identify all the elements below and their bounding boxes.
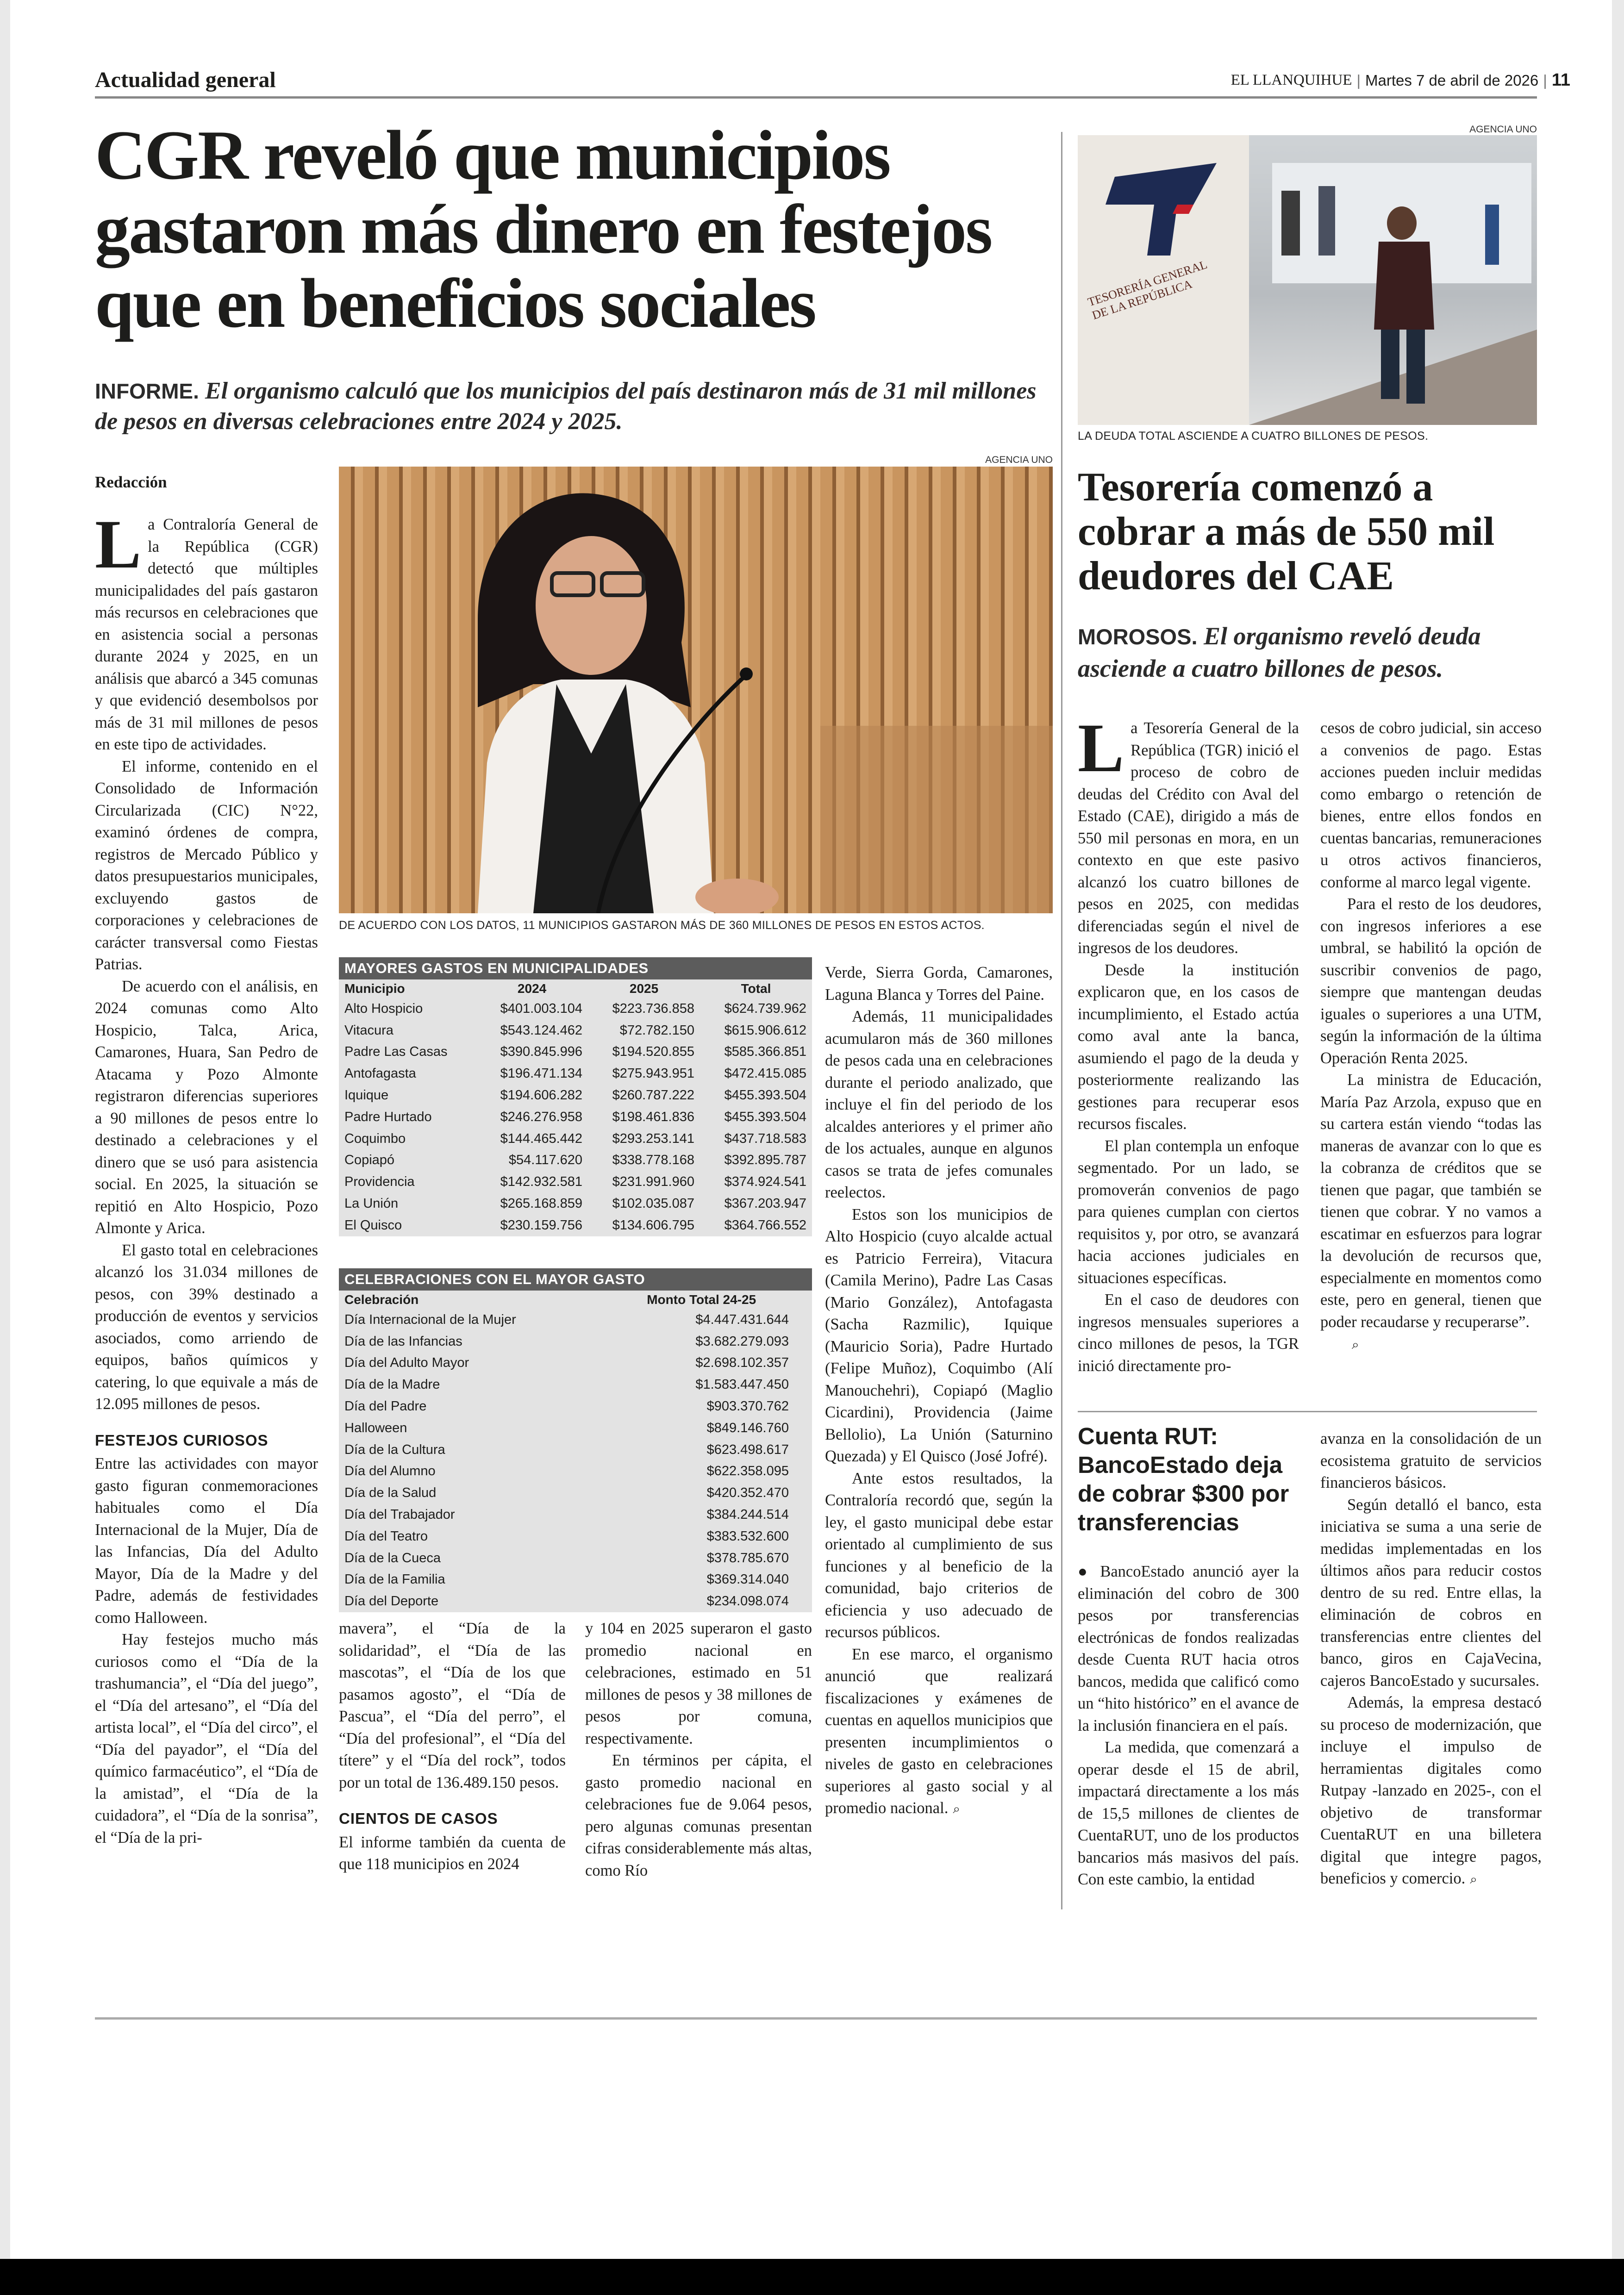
folio: EL LLANQUIHUE | Martes 7 de abril de 2026 | 11	[1230, 70, 1570, 90]
table-row	[339, 1417, 812, 1439]
table-header-row	[339, 1291, 812, 1309]
section-name: Actualidad general	[95, 68, 276, 92]
table-cell: $369.314.040	[706, 1572, 789, 1587]
tgr-photo	[1078, 135, 1537, 425]
table-cell: $230.159.756	[500, 1217, 583, 1233]
table-row	[339, 1374, 812, 1396]
table-row	[339, 1193, 812, 1215]
table-row	[339, 1504, 812, 1526]
end-mark-icon: ⌕	[1352, 1337, 1359, 1352]
table-cell: Día de la Madre	[344, 1377, 440, 1392]
main-photo	[339, 467, 1053, 913]
speaker-illustration	[339, 467, 1053, 913]
paragraph: a Contraloría General de la República (CGR) detectó que múltiples municipalidades del país gastaron más recursos en celebraciones que en asistencia social a personas durante 2024 y 2025, en un análisis que abarcó a 345 comunas y que evidenció desembolsos por más de 31 mil millones de pesos en este tipo de actividades.	[95, 516, 318, 753]
paragraph: La medida, que comenzará a operar desde el 15 de abril, impactará directamente a los más de 15,5 millones de clientes de CuentaRUT, uno de los productos bancarios más masivos del país. Con este cambio, la entidad	[1078, 1739, 1299, 1888]
table-top-spenders	[339, 957, 812, 1236]
table-cell: $260.787.222	[612, 1088, 694, 1103]
tgr-photo-caption: LA DEUDA TOTAL ASCIENDE A CUATRO BILLONES DE PESOS.	[1078, 430, 1429, 443]
main-col-3	[585, 1618, 812, 1882]
paragraph: Estos son los municipios de Alto Hospicio (cuyo alcalde actual es Patricio Ferreira), Vitacura (Camila Merino), Padre Las Casas (Mario González), Antofagasta (Sacha Razmilic), Iquique (Mauricio Soria), Padre Hurtado (Felipe Muñoz), Coquimbo (Alí Manouchehri), Copiapó (Maglio Cicardini), Providencia (Jaime Bellolio), La Unión (Saturnino Quezada) y El Quisco (José Jofré).	[825, 1205, 1053, 1465]
table-cell: $246.276.958	[500, 1109, 583, 1124]
table-cell: Iquique	[344, 1088, 389, 1103]
tgr-col-2	[1320, 717, 1542, 1356]
table-row	[339, 1569, 812, 1591]
paragraph: Según detalló el banco, esta iniciativa se suma a una serie de medidas implementadas en los últimos años para reducir costos dentro de su red. Entre ellas, la eliminación de cobros en transferencias entre clientes del banco, giros en CajaVecina, cajeros BancoEstado y sucursales.	[1320, 1496, 1542, 1690]
paragraph: El gasto total en celebraciones alcanzó los 31.034 millones de pesos, con 39% destinado a producción de eventos y servicios asociados, como arriendo de equipos, baños químicos y catering, lo que equivale a más de 12.095 millones de pesos.	[95, 1241, 318, 1413]
header-rule	[95, 96, 1537, 99]
table-cell: Día Internacional de la Mujer	[344, 1312, 516, 1327]
table-cell: Día del Deporte	[344, 1594, 439, 1609]
table-cell: $102.035.087	[612, 1196, 694, 1211]
paragraph: El informe también da cuenta de que 118 municipios en 2024	[339, 1833, 566, 1873]
paragraph: En el caso de deudores con ingresos mensuales superiores a cinco millones de pesos, la TGR inició directamente pro-	[1078, 1291, 1299, 1375]
table-cell: $420.352.470	[706, 1485, 789, 1501]
main-headline: CGR reveló que municipios gastaron más dinero en festejos que en beneficios sociales	[95, 116, 992, 342]
column-header: 2025	[629, 981, 659, 996]
tgr-headline: Tesorería comenzó a cobrar a más de 550 mil deudores del CAE	[1078, 465, 1495, 599]
table-cell: $338.778.168	[612, 1153, 694, 1168]
table-cell: $72.782.150	[619, 1023, 694, 1038]
main-col-4	[825, 962, 1053, 1820]
bottom-bar	[0, 2259, 1624, 2295]
issue-date: Martes 7 de abril de 2026	[1365, 71, 1539, 89]
paragraph: Desde la institución explicaron que, en los casos de incumplimiento, el Estado actúa como aval ante la banca, asumiendo el pago de la deuda y posteriormente realizando las gestiones para recuperar esos recursos fiscales.	[1078, 961, 1299, 1133]
table-top-celebrations	[339, 1268, 812, 1612]
table-cell: $624.739.962	[724, 1001, 806, 1016]
paragraph: Verde, Sierra Gorda, Camarones, Laguna Blanca y Torres del Paine.	[825, 964, 1053, 1004]
end-mark-icon: ⌕	[1470, 1871, 1477, 1887]
table-cell: $231.991.960	[612, 1174, 694, 1190]
table-cell: $134.606.795	[612, 1217, 694, 1233]
table-cell: Día del Adulto Mayor	[344, 1355, 469, 1371]
table-cell: $367.203.947	[724, 1196, 806, 1211]
table-cell: $142.932.581	[500, 1174, 583, 1190]
paragraph: El plan contempla un enfoque segmentado. Por un lado, se promoverán convenios de pago para quienes cumplan con ciertos requisitos y, por otro, se avanzará hacia acciones judiciales en situaciones específicas.	[1078, 1137, 1299, 1287]
table-cell: Día del Alumno	[344, 1464, 436, 1479]
table-row	[339, 1331, 812, 1353]
main-photo-caption: DE ACUERDO CON LOS DATOS, 11 MUNICIPIOS GASTARON MÁS DE 360 MILLONES DE PESOS EN ESTOS ACTOS.	[339, 919, 985, 932]
column-header: 2024	[517, 981, 547, 996]
table-cell: $384.244.514	[706, 1507, 789, 1522]
table-cell: $383.532.600	[706, 1528, 789, 1544]
table-cell: $275.943.951	[612, 1066, 694, 1081]
paragraph: Hay festejos mucho más curiosos como el “Día de la trashumancia”, el “Día del juego”, el “Día del artesano”, el “Día del artista local”, el “Día del circo”, el “Día del payador”, el “Día del químico farmacéutico”, el “Día de la amistad”, el “Día de la cuidadora”, el “Día de la sonrisa”, el “Día de la pri-	[95, 1631, 318, 1846]
table-cell: Día del Teatro	[344, 1528, 428, 1544]
table-cell: $392.895.787	[724, 1153, 806, 1168]
rut-col-1	[1078, 1561, 1299, 1891]
table-cell: $194.606.282	[500, 1088, 583, 1103]
table-cell: $234.098.074	[706, 1594, 789, 1609]
table-cell: Providencia	[344, 1174, 415, 1190]
paragraph: y 104 en 2025 superaron el gasto promedio nacional en celebraciones, estimado en 51 millones de pesos y 38 millones de pesos por comuna, respectivamente.	[585, 1620, 812, 1747]
paragraph: Entre las actividades con mayor gasto figuran conmemoraciones habituales como el Día Internacional de la Mujer, Día de las Infancias, Día del Adulto Mayor, Día de la Madre y del Padre, además de festividades como Halloween.	[95, 1455, 318, 1627]
paragraph: mavera”, el “Día de la solidaridad”, el “Día de las mascotas”, el “Día de los que pasamos agosto”, el “Día de Pascua”, el “Día del perro”, el “Día del profesional”, el “Día del títere” y el “Día del rock”, todos por un total de 136.489.150 pesos.	[339, 1620, 566, 1791]
table-cell: $3.682.279.093	[695, 1334, 789, 1349]
table-cell: $401.003.104	[500, 1001, 583, 1016]
table-row	[339, 1063, 812, 1085]
table-cell: Padre Hurtado	[344, 1109, 432, 1124]
table-row	[339, 1353, 812, 1374]
column-header: Total	[741, 981, 771, 996]
table-cell: Antofagasta	[344, 1066, 416, 1081]
byline: Redacción	[95, 473, 167, 491]
paragraph: De acuerdo con el análisis, en 2024 comunas como Alto Hospicio, Talca, Arica, Camarones, Huara, San Pedro de Atacama y Pozo Almonte registraron diferencias superiores a 90 millones de pesos entre lo destinado a celebraciones y el dinero que se usó para asistencia social. En 2025, la situación se repitió en Alto Hospicio, Pozo Almonte y Arica.	[95, 977, 318, 1237]
table-cell: Coquimbo	[344, 1131, 406, 1146]
table-cell: $378.785.670	[706, 1550, 789, 1565]
main-deck	[95, 376, 1058, 437]
table-cell: Día de la Familia	[344, 1572, 445, 1587]
table-cell: $2.698.102.357	[695, 1355, 789, 1371]
table-cell: $198.461.836	[612, 1109, 694, 1124]
dropcap: L	[1078, 710, 1124, 786]
table-cell: $1.583.447.450	[695, 1377, 789, 1392]
paragraph: En ese marco, el organismo anunció que realizará fiscalizaciones y exámenes de cuentas en aquellos municipios que presenten incumplimientos o niveles de gasto en celebraciones superiores al gasto social y al promedio nacional.	[825, 1645, 1053, 1817]
paragraph: Ante estos resultados, la Contraloría recordó que, según la ley, el gasto municipal debe estar orientado al cumplimiento de sus funciones y al beneficio de la comunidad, bajo criterios de eficiencia y uso adecuado de recursos públicos.	[825, 1469, 1053, 1641]
table-row	[339, 1439, 812, 1461]
main-deck-text: El organismo calculó que los municipios del país destinaron más de 31 mil millones de pesos en diversas celebraciones entre 2024 y 2025.	[95, 378, 1037, 435]
paragraph: El informe, contenido en el Consolidado de Información Circularizada (CIC) N°22, examinó órdenes de compra, registros de Mercado Público y datos presupuestarios municipales, excluyendo gastos de corporaciones y celebraciones de carácter transversal como Fiestas Patrias.	[95, 757, 318, 973]
table-row	[339, 1215, 812, 1236]
table-cell: El Quisco	[344, 1217, 402, 1233]
table-cell: Día de las Infancias	[344, 1334, 462, 1349]
table-row	[339, 1128, 812, 1150]
table-cell: Día de la Cultura	[344, 1442, 445, 1457]
paragraph: Para el resto de los deudores, con ingresos inferiores a ese umbral, se habilitó la opción de suscribir convenios de pago, siempre que mantengan deudas iguales o superiores a una UTM, según la información de la última Operación Renta 2025.	[1320, 895, 1542, 1067]
table-cell: $903.370.762	[706, 1399, 789, 1414]
table-row	[339, 1150, 812, 1172]
table-cell: Día del Padre	[344, 1399, 427, 1414]
table-row	[339, 1085, 812, 1106]
table-cell: $437.718.583	[724, 1131, 806, 1146]
table-cell: $623.498.617	[706, 1442, 789, 1457]
newspaper-name: EL LLANQUIHUE	[1230, 72, 1352, 88]
tgr-col-1	[1078, 710, 1299, 1377]
table-cell: $455.393.504	[724, 1109, 806, 1124]
tgr-deck	[1078, 620, 1537, 684]
table-row	[339, 1171, 812, 1193]
table-cell: $54.117.620	[508, 1153, 583, 1168]
footer-rule	[95, 2017, 1537, 2020]
paragraph: Además, la empresa destacó su proceso de modernización, que incluye el impulso de herramientas digitales como Rutpay -lanzado en 2025-, con el objetivo de transformar CuentaRUT en una billetera digital que integre pagos, beneficios y comercio.	[1320, 1694, 1542, 1887]
table-cell: Halloween	[344, 1420, 407, 1435]
table-cell: $144.465.442	[500, 1131, 583, 1146]
rut-headline: Cuenta RUT: BancoEstado deja de cobrar $300 por transferencias	[1078, 1423, 1289, 1535]
rut-col-2	[1320, 1428, 1542, 1890]
subheading: FESTEJOS CURIOSOS	[95, 1431, 269, 1449]
paragraph: avanza en la consolidación de un ecosistema gratuito de servicios financieros básicos.	[1320, 1430, 1542, 1491]
newspaper-page	[10, 0, 1612, 2259]
table-row	[339, 998, 812, 1020]
table-cell: Día del Trabajador	[344, 1507, 455, 1522]
paragraph: cesos de cobro judicial, sin acceso a convenios de pago. Estas acciones pueden incluir medidas como embargo o retención de bienes, entre ellos fondos en cuentas bancarias, remuneraciones u otros activos financieros, conforme al marco legal vigente.	[1320, 719, 1542, 891]
photo-credit: AGENCIA UNO	[1469, 124, 1537, 135]
table-cell: $4.447.431.644	[695, 1312, 789, 1327]
tgr-sign-text: TESORERÍA GENERAL DE LA REPÚBLICA	[1086, 257, 1209, 322]
table-cell: Día de la Cueca	[344, 1550, 441, 1565]
table-cell: $265.168.859	[500, 1196, 583, 1211]
table-row	[339, 1547, 812, 1569]
table-cell: $223.736.858	[612, 1001, 694, 1016]
table-cell: Alto Hospicio	[344, 1001, 423, 1016]
table-cell: $849.146.760	[706, 1420, 789, 1435]
table-row	[339, 1590, 812, 1612]
table-row	[339, 1461, 812, 1483]
end-mark-icon: ⌕	[953, 1801, 961, 1816]
table-cell: $622.358.095	[706, 1464, 789, 1479]
table-cell: Día de la Salud	[344, 1485, 437, 1501]
story-separator	[1078, 1411, 1537, 1412]
table-cell: Copiapó	[344, 1153, 395, 1168]
table-row	[339, 1041, 812, 1063]
paragraph: BancoEstado anunció ayer la eliminación del cobro de 300 pesos por transferencias electrónicas de fondos realizadas desde Cuenta RUT hacia otros bancos, medida que calificó como un “hito histórico” en el avance de la inclusión financiera en el país.	[1078, 1563, 1299, 1734]
table-cell: $196.471.134	[500, 1066, 583, 1081]
main-kicker: INFORME.	[95, 379, 199, 403]
table-cell: $374.924.541	[724, 1174, 806, 1190]
paragraph: En términos per cápita, el gasto promedio nacional en celebraciones fue de 9.064 pesos, pero algunas comunas presentan cifras considerablemente más altas, como Río	[585, 1752, 812, 1879]
table-cell: $364.766.552	[724, 1217, 806, 1233]
page-number: 11	[1551, 70, 1570, 90]
table-row	[339, 1396, 812, 1417]
tgr-kicker: MOROSOS.	[1078, 624, 1198, 649]
table-header-row	[339, 979, 812, 998]
table-cell: Vitacura	[344, 1023, 394, 1038]
column-divider	[1061, 132, 1062, 1909]
table-cell: $194.520.855	[612, 1044, 694, 1060]
table-title: MAYORES GASTOS EN MUNICIPALIDADES	[339, 957, 812, 979]
table-row	[339, 1106, 812, 1128]
table-cell: Padre Las Casas	[344, 1044, 448, 1060]
table-cell: $472.415.085	[724, 1066, 806, 1081]
main-col-2	[339, 1618, 566, 1876]
column-header: Monto Total 24-25	[647, 1292, 756, 1307]
table-title: CELEBRACIONES CON EL MAYOR GASTO	[339, 1268, 812, 1291]
column-header: Celebración	[344, 1292, 419, 1307]
table-cell: $293.253.141	[612, 1131, 694, 1146]
table-cell: $585.366.851	[724, 1044, 806, 1060]
paragraph: La ministra de Educación, María Paz Arzola, expuso que en su cartera están viendo “todas las maneras de avanzar con lo que es la cobranza de créditos que se tienen que pagar, que también se tienen que cobrar. Y no vamos a escatimar en esfuerzos para lograr la devolución de recursos que, especialmente en momentos como este, pero en general, tienen que poder recaudarse y recuperarse”.	[1320, 1071, 1542, 1331]
table-cell: $543.124.462	[500, 1023, 583, 1038]
table-row	[339, 1526, 812, 1547]
column-header: Municipio	[344, 981, 405, 996]
paragraph: a Tesorería General de la República (TGR) inició el proceso de cobro de deudas del Crédito con Aval del Estado (CAE), dirigido a más de 550 mil personas en mora, en un contexto en que este pasivo alcanzó los cuatro billones de pesos en 2025, con medidas diferenciadas según el nivel de ingresos de los deudores.	[1078, 719, 1299, 957]
table-row	[339, 1482, 812, 1504]
subheading: CIENTOS DE CASOS	[339, 1810, 498, 1827]
table-cell: $615.906.612	[724, 1023, 806, 1038]
table-cell: $455.393.504	[724, 1088, 806, 1103]
table-row	[339, 1309, 812, 1331]
main-col-1	[95, 506, 318, 1849]
photo-credit: AGENCIA UNO	[985, 455, 1053, 465]
table-row	[339, 1020, 812, 1041]
paragraph: Además, 11 municipalidades acumularon más de 360 millones de pesos cada una en celebraciones durante el periodo analizado, que incluye el fin del periodo de los alcaldes anteriores y el primer año de los actuales, aunque en algunos casos se trata de jefes comunales reelectos.	[825, 1008, 1053, 1201]
table-cell: $390.845.996	[500, 1044, 583, 1060]
bullet-icon: ●	[1078, 1563, 1100, 1580]
table-cell: La Unión	[344, 1196, 399, 1211]
dropcap: L	[95, 506, 142, 583]
tgr-deck-text: El organismo reveló deuda asciende a cuatro billones de pesos.	[1078, 622, 1481, 682]
